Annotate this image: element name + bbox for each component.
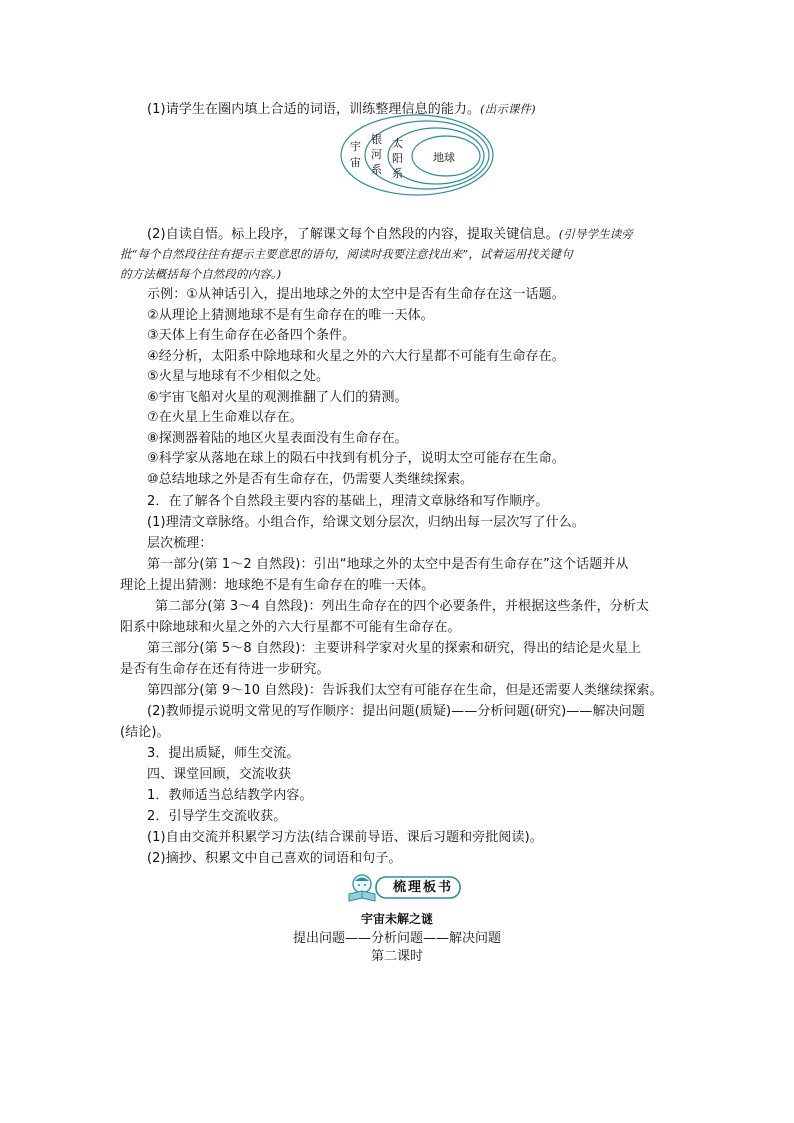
label-universe-2: 宙 xyxy=(350,156,361,169)
example-6: ⑥宇宙飞船对火星的观测推翻了人们的猜测。 xyxy=(147,390,408,405)
example-3: ③天体上有生命存在必备四个条件。 xyxy=(147,328,356,343)
label-milky-1: 银 xyxy=(371,133,382,146)
section2-sub2b: (结论)。 xyxy=(120,725,170,740)
step2-text: (2)自读自悟。标上段序，了解课文每个自然段的内容，提取关键信息。 xyxy=(147,227,559,242)
step2-note3: 的方法概括每个自然段的内容。) xyxy=(120,267,282,281)
example-8: ⑧探测器着陆的地区火星表面没有生命存在。 xyxy=(147,431,408,446)
layer-3b: 是否有生命存在还有待进一步研究。 xyxy=(120,662,330,677)
label-solar-1: 太 xyxy=(392,137,403,150)
part4-item-4: (2)摘抄、积累文中自己喜欢的词语和句子。 xyxy=(147,851,402,866)
board-lesson: 第二课时 xyxy=(370,949,423,964)
layer-2b: 阳系中除地球和火星之外的六大行星都不可能有生命存在。 xyxy=(120,620,461,635)
universe-nested-circles-diagram xyxy=(340,114,495,196)
board-flow: 提出问题——分析问题——解决问题 xyxy=(292,931,501,946)
example-7: ⑦在火星上生命难以存在。 xyxy=(147,410,303,425)
board-title: 宇宙未解之谜 xyxy=(360,912,433,926)
example-9: ⑨科学家从落地在球上的陨石中找到有机分子，说明太空可能存在生命。 xyxy=(147,451,565,466)
layer-4: 第四部分(第 9～10 自然段)：告诉我们太空有可能存在生命，但是还需要人类继续探索。 xyxy=(147,683,663,698)
section2-sub2a: (2)教师提示说明文常见的写作顺序：提出问题(质疑)——分析问题(研究)——解决问题 xyxy=(147,704,645,719)
step2-note1: (引导学生读旁 xyxy=(558,227,633,241)
layer-1a: 第一部分(第 1～2 自然段)：引出“地球之外的太空中是否有生命存在”这个话题并从 xyxy=(147,557,629,572)
example-2: ②从理论上猜测地球不是有生命存在的唯一天体。 xyxy=(147,308,434,323)
label-earth: 地球 xyxy=(433,151,455,164)
label-solar-2: 阳 xyxy=(392,152,403,165)
example-10: ⑩总结地球之外是否有生命存在，仍需要人类继续探索。 xyxy=(147,472,474,487)
part4-item-2: 2．引导学生交流收获。 xyxy=(147,809,287,824)
layer-1b: 理论上提出猜测：地球绝不是有生命存在的唯一天体。 xyxy=(120,578,435,593)
layer-3a: 第三部分(第 5～8 自然段)：主要讲科学家对火星的探索和研究，得出的结论是火星上 xyxy=(147,641,642,656)
section2-title: 2．在了解各个自然段主要内容的基础上，理清文章脉络和写作顺序。 xyxy=(147,494,549,509)
label-milky-3: 系 xyxy=(371,163,382,176)
milky-way-circle xyxy=(365,121,489,189)
part4-item-3: (1)自由交流并积累学习方法(结合课前导语、课后习题和旁批阅读)。 xyxy=(147,830,543,845)
label-milky-2: 河 xyxy=(371,148,382,161)
label-universe-1: 宇 xyxy=(350,140,361,153)
layer-2a: 第二部分(第 3～4 自然段)：列出生命存在的四个必要条件，并根据这些条件，分析太 xyxy=(155,599,650,614)
section3: 3．提出质疑，师生交流。 xyxy=(147,746,300,761)
layers-heading: 层次梳理： xyxy=(147,536,213,551)
example-1: 示例：①从神话引入，提出地球之外的太空中是否有生命存在这一话题。 xyxy=(147,287,565,302)
step2-note2: 批“每个自然段往往有提示主要意思的语句，阅读时我要注意找出来”，试着运用找关键句 xyxy=(120,247,573,261)
intro-note: (出示课件) xyxy=(480,102,536,116)
label-solar-3: 系 xyxy=(392,167,403,180)
reading-kid-icon xyxy=(349,875,375,901)
part4-title: 四、课堂回顾，交流收获 xyxy=(147,767,292,782)
universe-circle xyxy=(341,115,493,195)
section2-sub1: (1)理清文章脉络。小组合作，给课文划分层次，归纳出每一层次写了什么。 xyxy=(147,515,585,530)
banner-label: 梳理板书 xyxy=(393,880,454,895)
step2-line1 xyxy=(147,225,633,244)
part4-item-1: 1．教师适当总结教学内容。 xyxy=(147,788,313,803)
example-5: ⑤火星与地球有不少相似之处。 xyxy=(147,369,330,384)
intro-text: (1)请学生在圈内填上合适的词语，训练整理信息的能力。 xyxy=(147,102,481,117)
example-4: ④经分析，太阳系中除地球和火星之外的六大行星都不可能有生命存在。 xyxy=(147,349,565,364)
